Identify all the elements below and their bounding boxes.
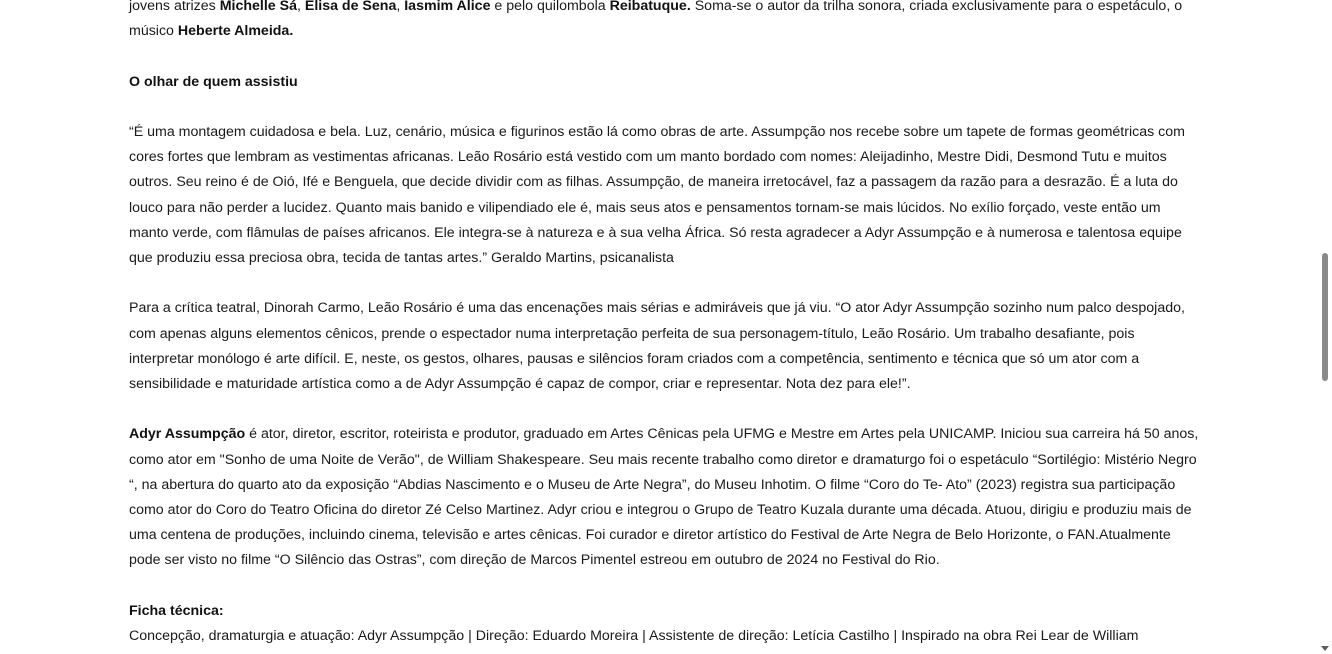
cast-name-heberte: Heberte Almeida.: [177, 23, 294, 40]
ficha-title-text: Ficha técnica:: [129, 602, 224, 619]
section-heading-olhar: [129, 70, 1199, 95]
ficha-title: [129, 599, 1199, 624]
cast-text: jovens atrizes: [129, 0, 220, 14]
bio-name: Adyr Assumpção: [129, 426, 246, 443]
ficha-tecnica: [129, 599, 1199, 649]
ficha-line: Concepção, dramaturgia e atuação: Adyr Assumpção | Direção: Eduardo Moreira | Assistente de direção: Letícia Castilho | Inspirado na obra Rei Lear de William: [129, 628, 1139, 644]
cast-name-reibatuque: Reibatuque.: [609, 0, 691, 14]
article-body: [129, 0, 1199, 649]
cast-name-elisa: Elisa de Sena: [304, 0, 397, 14]
bio-text: é ator, diretor, escritor, roteirista e produtor, graduado em Artes Cênicas pela UFMG e Mestre em Artes pela UNICAMP. Iniciou sua carreira há 50 anos, como ator em "Sonho de uma Noite de Verão", de William Shakespeare. Seu mais recente trabalho como diretor e dramaturgo foi o espetáculo “Sortilégio: Mistério Negro “, na abertura do quarto ato da exposição “Abdias Nascimento e o Museu de Arte Negra”, do Museu Inhotim. O filme “Coro do Te- Ato” (2023) registra sua participação como ator do Coro do Teatro Oficina do diretor Zé Celso Martinez. Adyr criou e integrou o Grupo de Teatro Kuzala durante uma década. Atuou, dirigiu e produziu mais de uma centena de produções, incluindo cinema, televisão e artes cênicas. Foi curador e diretor artístico do Festival de Arte Negra de Belo Horizonte, o FAN.Atualmente pode ser visto no filme “O Silêncio das Ostras”, com direção de Marcos Pimentel estreou em outubro de 2024 no Festival do Rio.: [129, 426, 1199, 569]
paragraph-cast: [129, 0, 1199, 44]
paragraph-bio: [129, 422, 1199, 573]
cast-name-iasmim: Iasmim Alice: [404, 0, 491, 14]
paragraph-critica: Para a crítica teatral, Dinorah Carmo, Leão Rosário é uma das encenações mais sérias e admiráveis que já viu. “O ator Adyr Assumpção sozinho num palco despojado, com apenas alguns elementos cênicos, prende o espectador numa interpretação perfeita de sua personagem-título, Leão Rosário. Um trabalho desafiante, pois interpretar monólogo é arte difícil. E, neste, os gestos, olhares, pausas e silêncios foram criados com a competência, sentimento e técnica que só um ator com a sensibilidade e maturidade artística como a de Adyr Assumpção é capaz de compor, criar e representar. Nota dez para ele!”.: [129, 300, 1185, 392]
scrollbar-thumb[interactable]: [1322, 253, 1328, 381]
heading-text: O olhar de quem assistiu: [129, 73, 298, 90]
vertical-scrollbar[interactable]: [1318, 0, 1332, 654]
cast-text: e pelo quilombola: [490, 0, 610, 14]
cast-text: Soma-se o autor da trilha sonora, criada exclusivamente para o espetáculo, o músico: [129, 0, 1183, 40]
cast-name-michelle: Michelle Sá: [219, 0, 297, 14]
paragraph-quote: “É uma montagem cuidadosa e bela. Luz, cenário, música e figurinos estão lá como obras de arte. Assumpção nos recebe sobre um tapete de formas geométricas com cores fortes que lembram as vestimentas africanas. Leão Rosário está vestido com um manto bordado com nomes: Aleijadinho, Mestre Didi, Desmond Tutu e muitos outros. Seu reino é de Oió, Ifé e Benguela, que decide dividir com as filhas. Assumpção, de maneira irretocável, faz a passagem da razão para a desrazão. É a luta do louco para não perder a lucidez. Quanto mais banido e vilipendiado ele é, mais seus atos e pensamentos tornam-se mais lúcidos. No exílio forçado, veste então um manto verde, com flâmulas de países africanos. Ele integra-se à natureza e à sua velha África. Só resta agradecer a Adyr Assumpção e à numerosa e talentosa equipe que produziu essa preciosa obra, tecida de tantas artes.” Geraldo Martins, psicanalista: [129, 123, 1185, 266]
cast-text: ,: [296, 0, 305, 14]
cast-text: ,: [396, 0, 405, 14]
chevron-down-icon[interactable]: [1321, 646, 1329, 651]
